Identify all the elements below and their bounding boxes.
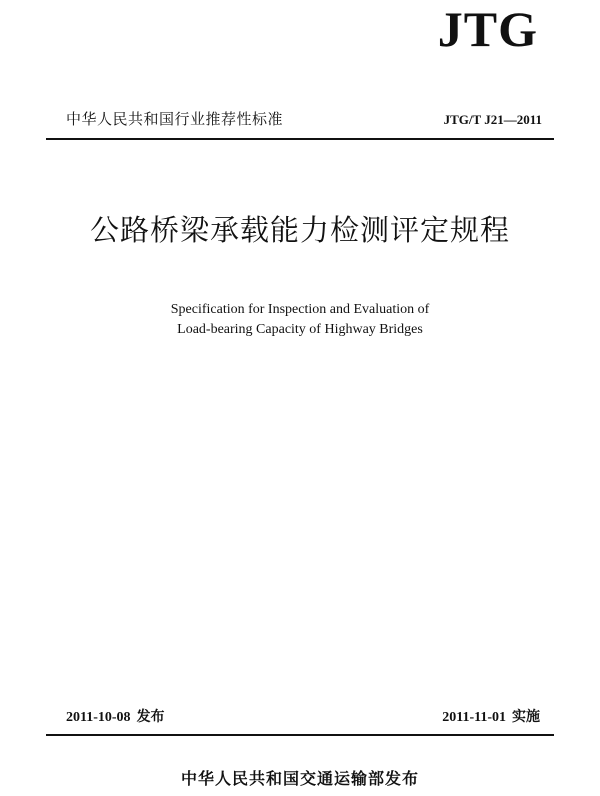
footer-divider [46, 734, 554, 736]
standard-header [66, 108, 542, 129]
english-title-line-2: Load-bearing Capacity of Highway Bridges [177, 322, 423, 337]
header-divider [46, 138, 554, 140]
chinese-title: 公路桥梁承载能力检测评定规程 [89, 213, 510, 247]
standard-type: 中华人民共和国行业推荐性标准 [66, 110, 284, 128]
jtg-logo: JTG [437, 1, 538, 57]
issue-date: 2011-10-08 [66, 710, 131, 725]
dates-row [66, 706, 540, 726]
effective-label: 实施 [512, 709, 540, 725]
effective-date: 2011-11-01 [442, 710, 506, 725]
effective-date-group [442, 706, 540, 726]
standard-code: JTG/T J21—2011 [443, 112, 542, 127]
english-title [0, 300, 600, 340]
english-title-line-1: Specification for Inspection and Evaluation of [170, 302, 430, 317]
publisher: 中华人民共和国交通运输部发布 [180, 769, 419, 788]
issue-date-group [66, 706, 165, 726]
issue-label: 发布 [136, 709, 165, 725]
